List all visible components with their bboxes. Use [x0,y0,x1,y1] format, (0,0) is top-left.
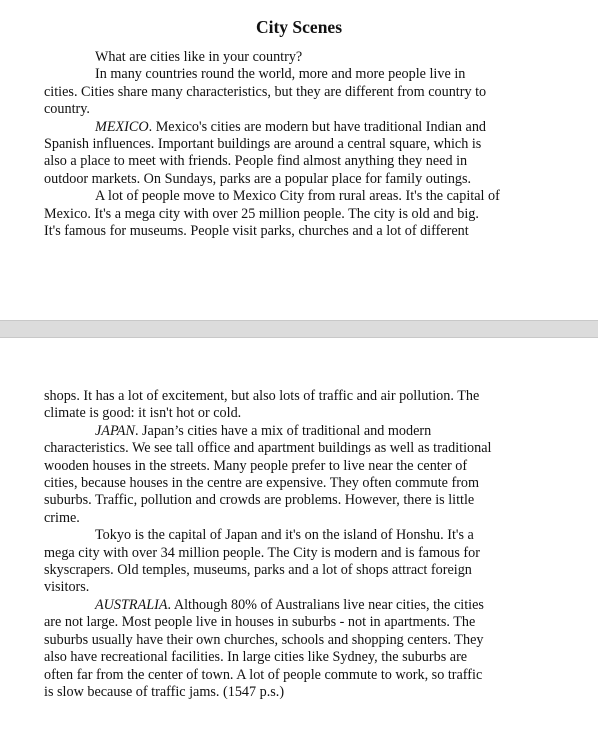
paragraph [44,597,564,701]
text-line: is slow because of traffic jams. (1547 p.s.) [44,683,285,700]
page-1-body-text [44,49,564,240]
text-line: A lot of people move to Mexico City from rural areas. It's the capital of [95,188,500,205]
paragraph [44,66,564,118]
text-line: also have recreational facilities. In large cities like Sydney, the suburbs are [44,649,468,666]
document-title: City Scenes [255,17,343,37]
text-line: crime. [44,509,80,526]
paragraph [44,527,564,597]
section-lead-word: MEXICO [95,118,149,135]
text-line: It's famous for museums. People visit parks, churches and a lot of different [44,223,469,240]
document-page-1 [0,0,598,320]
section-lead-word: AUSTRALIA [95,596,168,613]
text-line: What are cities like in your country? [95,49,303,65]
paragraph [44,49,564,66]
text-line: visitors. [44,579,90,596]
text-line: mega city with over 34 million people. The City is modern and is famous for [44,544,480,561]
text-line [44,423,564,440]
text-line: Spanish influences. Important buildings are around a central square, which is [44,136,482,153]
text-run: . Mexico's cities are modern but have traditional Indian and [148,118,487,135]
text-line: characteristics. We see tall office and apartment buildings as well as traditional [44,440,492,457]
text-line: Mexico. It's a mega city with over 25 million people. The city is old and big. [44,205,479,222]
text-line: shops. It has a lot of excitement, but also lots of traffic and air pollution. The [44,388,480,404]
text-line: suburbs. Traffic, pollution and crowds are problems. However, there is little [44,492,475,509]
paragraph [44,119,564,189]
text-line: suburbs usually have their own churches, schools and shopping centers. They [44,631,484,648]
text-run: . Japan’s cities have a mix of traditional and modern [134,422,432,439]
text-line [44,119,564,136]
paragraph [44,188,564,240]
paragraph [44,423,564,527]
text-line: also a place to meet with friends. People find almost anything they need in [44,153,468,170]
text-line: wooden houses in the streets. Many people prefer to live near the center of [44,457,468,474]
text-line: country. [44,101,90,118]
text-line: Tokyo is the capital of Japan and it's on the island of Honshu. It's a [95,527,474,544]
text-line: cities. Cities share many characteristics, but they are different from country to [44,83,487,100]
text-run: . Although 80% of Australians live near cities, the cities [167,596,484,613]
text-line: In many countries round the world, more and more people live in [95,66,466,83]
text-line [44,597,564,614]
paragraph [44,388,564,423]
text-line: skyscrapers. Old temples, museums, parks and a lot of shops attract foreign [44,562,472,579]
text-line: climate is good: it isn't hot or cold. [44,405,242,422]
text-line: outdoor markets. On Sundays, parks are a popular place for family outings. [44,170,472,187]
page-2-body-text [44,388,564,701]
page-separator [0,320,598,338]
text-line: are not large. Most people live in houses in suburbs - not in apartments. The [44,614,476,631]
text-line: often far from the center of town. A lot of people commute to work, so traffic [44,666,483,683]
text-line: cities, because houses in the centre are expensive. They often commute from [44,475,480,492]
document-page-2 [0,338,598,756]
section-lead-word: JAPAN [95,422,135,439]
